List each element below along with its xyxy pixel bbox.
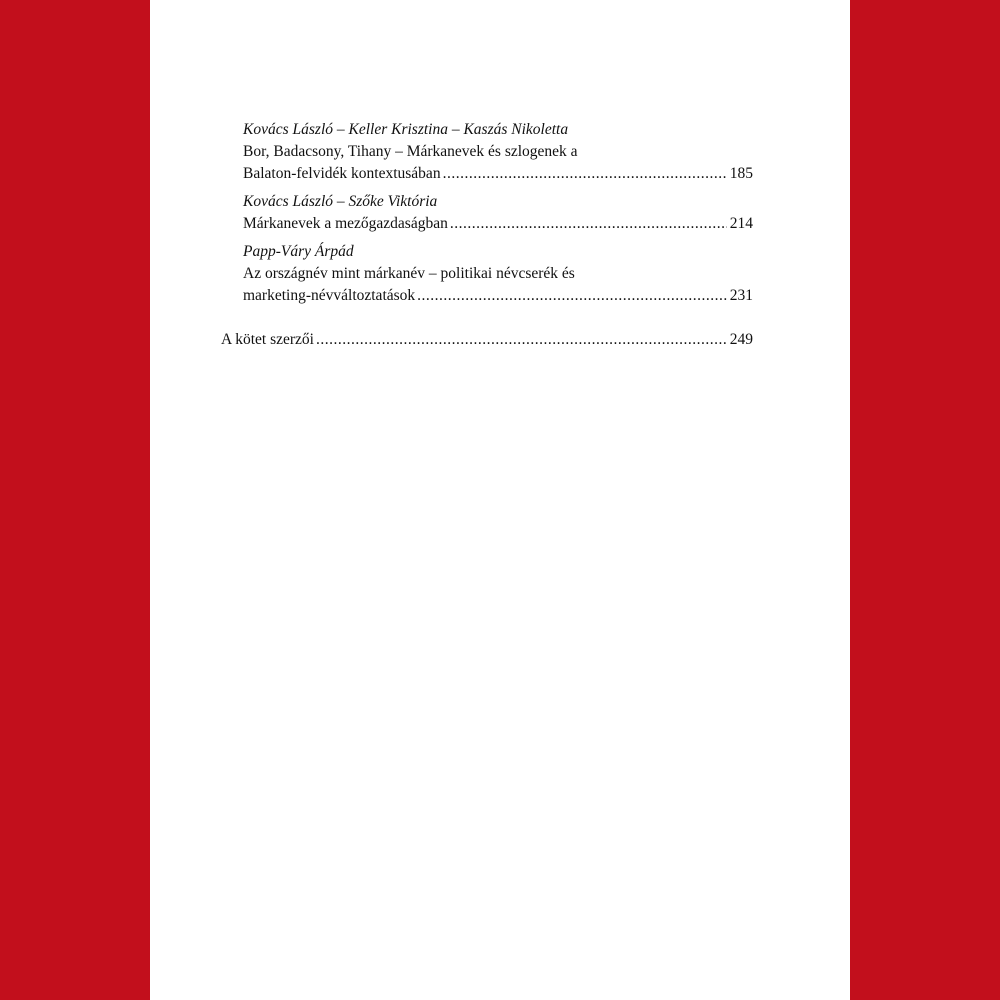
- toc-entry-title-line: marketing-névváltoztatások: [243, 287, 416, 304]
- toc-page-number: 249: [729, 331, 753, 348]
- dot-leader: [443, 163, 727, 185]
- dot-leader: [417, 285, 727, 307]
- document-page: [150, 0, 850, 1000]
- toc-entry-title-line: Balaton-felvidék kontextusában: [243, 165, 441, 182]
- toc-entry-title-line: A kötet szerzői: [221, 331, 314, 348]
- toc-entry-authors: Kovács László – Keller Krisztina – Kaszás Nikoletta: [243, 121, 569, 138]
- toc-entry-title-line: Az országnév mint márkanév – politikai névcserék és: [243, 265, 575, 282]
- table-of-contents: [221, 119, 753, 351]
- toc-entry-orszagnev: [221, 241, 753, 307]
- toc-entry-title-leader-line: [243, 163, 753, 185]
- toc-entry-authors-list: [221, 329, 753, 351]
- toc-entry-title-line: Márkanevek a mezőgazdaságban: [243, 215, 448, 232]
- toc-entry-authors: Kovács László – Szőke Viktória: [243, 193, 438, 210]
- toc-entry-title-leader-line: [221, 329, 753, 351]
- toc-entry-title-leader-line: [243, 285, 753, 307]
- dot-leader: [316, 329, 727, 351]
- dot-leader: [450, 213, 727, 235]
- toc-page-number: 231: [729, 287, 753, 304]
- toc-entry-authors: Papp-Váry Árpád: [243, 243, 354, 260]
- toc-page-number: 214: [729, 215, 753, 232]
- toc-entry-title-line: Bor, Badacsony, Tihany – Márkanevek és szlogenek a: [243, 143, 578, 160]
- toc-page-number: 185: [729, 165, 753, 182]
- toc-entry-mezogazdasag: [221, 191, 753, 235]
- toc-entry-title-leader-line: [243, 213, 753, 235]
- toc-entry-bor-badacsony: [221, 119, 753, 185]
